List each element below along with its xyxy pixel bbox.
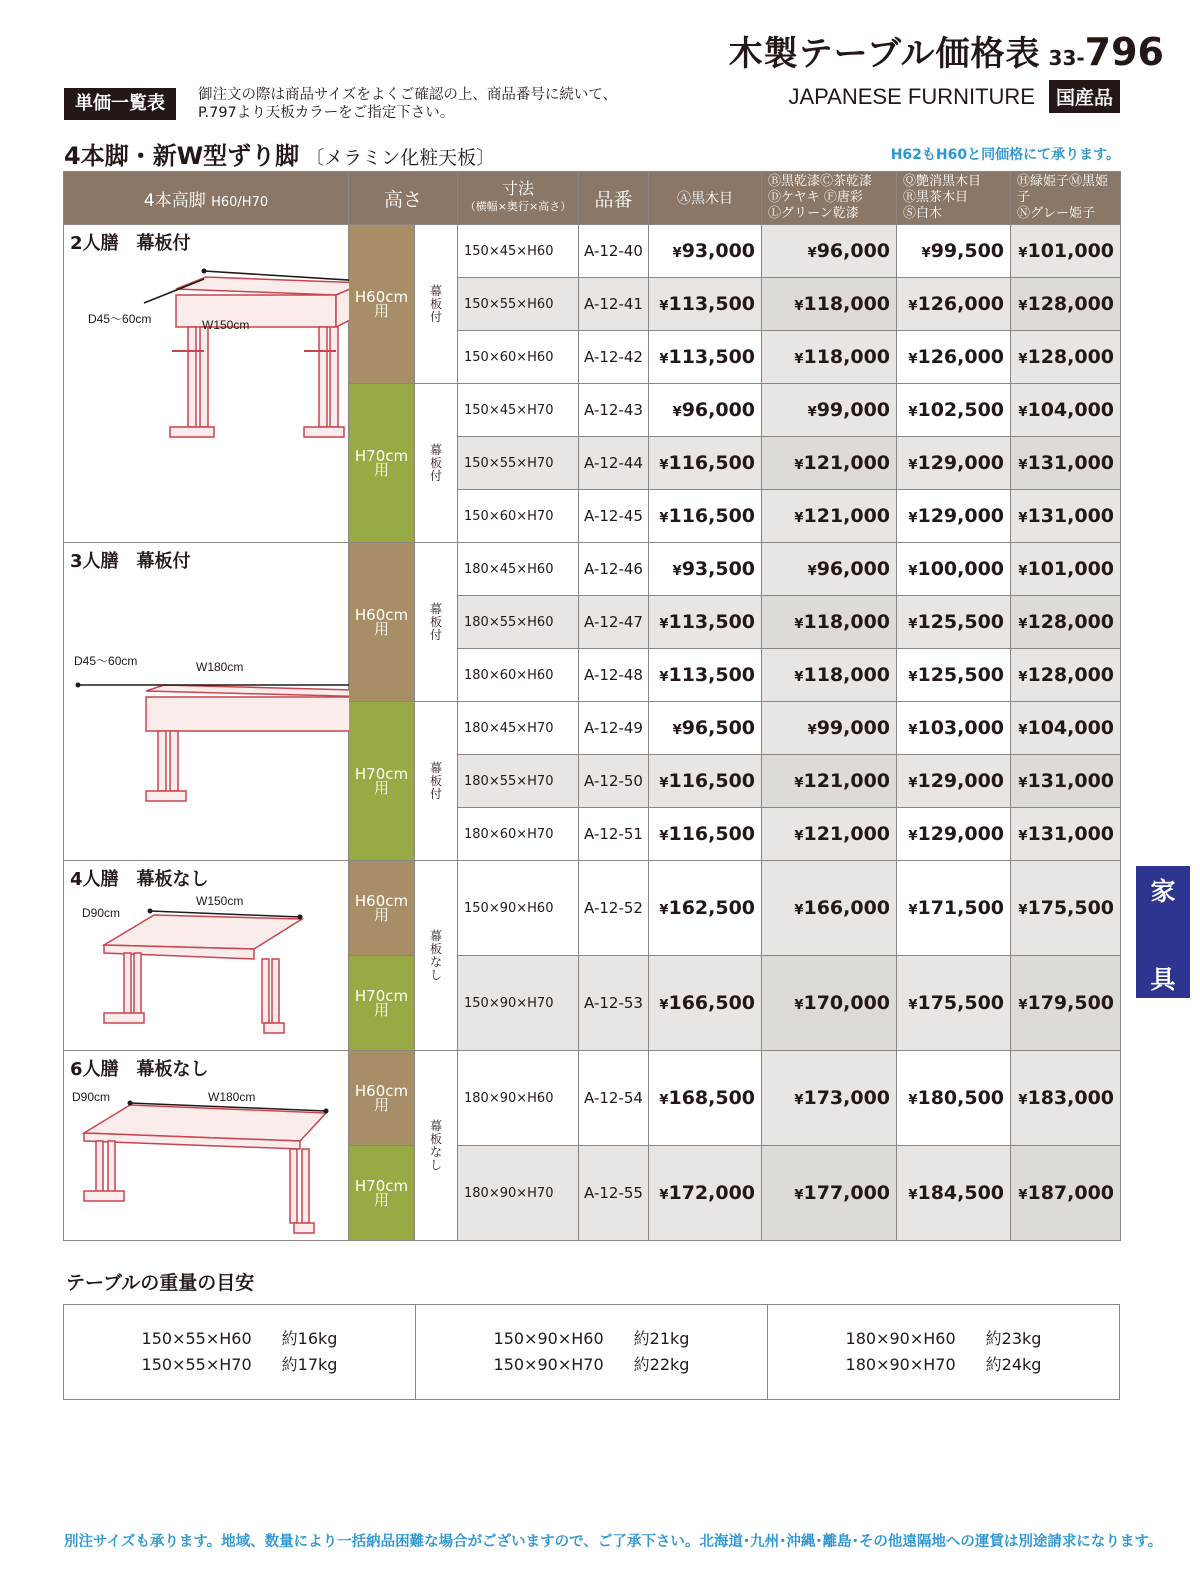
product-code: A-12-54 [579, 1051, 649, 1146]
price-h: ¥128,000 [1011, 331, 1121, 384]
price-b: ¥177,000 [762, 1146, 897, 1241]
price-h: ¥128,000 [1011, 649, 1121, 702]
price-h: ¥104,000 [1011, 702, 1121, 755]
size-cell: 150×90×H70 [458, 956, 579, 1051]
header-col-a: Ⓐ黒木目 [649, 172, 762, 225]
size-cell: 150×55×H70 [458, 437, 579, 490]
price-b: ¥99,000 [762, 702, 897, 755]
size-cell: 150×90×H60 [458, 861, 579, 956]
price-a: ¥172,000 [649, 1146, 762, 1241]
price-a: ¥168,500 [649, 1051, 762, 1146]
page-title [729, 26, 1164, 75]
price-list-tag: 単価一覧表 [64, 88, 176, 120]
price-q: ¥129,000 [897, 437, 1011, 490]
size-cell: 180×55×H60 [458, 596, 579, 649]
table-row [64, 1051, 1121, 1146]
price-b: ¥166,000 [762, 861, 897, 956]
weight-cell: 180×90×H60 約23kg 180×90×H70 約24kg [768, 1305, 1120, 1400]
price-a: ¥113,500 [649, 331, 762, 384]
table-row [64, 861, 1121, 956]
apron-label: 幕 板 付 [415, 543, 458, 702]
price-q: ¥99,500 [897, 225, 1011, 278]
domestic-badge: 国産品 [1049, 80, 1120, 113]
size-cell: 180×45×H60 [458, 543, 579, 596]
price-h: ¥131,000 [1011, 808, 1121, 861]
product-code: A-12-51 [579, 808, 649, 861]
price-q: ¥129,000 [897, 755, 1011, 808]
price-a: ¥116,500 [649, 808, 762, 861]
size-cell: 180×55×H70 [458, 755, 579, 808]
order-note: 御注文の際は商品サイズをよくご確認の上、商品番号に続いて、 P.797より天板カラーをご指定下さい。 [198, 87, 618, 121]
price-q: ¥103,000 [897, 702, 1011, 755]
price-b: ¥170,000 [762, 956, 897, 1051]
width-label: W180cm [196, 660, 244, 674]
width-label: W150cm [196, 894, 244, 908]
table-drawing [64, 543, 349, 843]
product-name: 6人膳 幕板なし [70, 1059, 209, 1080]
width-label: W150cm [202, 318, 250, 332]
price-a: ¥166,500 [649, 956, 762, 1051]
size-cell: 180×90×H60 [458, 1051, 579, 1146]
price-b: ¥121,000 [762, 490, 897, 543]
product-code: A-12-43 [579, 384, 649, 437]
depth-label: D45～60cm [74, 654, 138, 668]
price-h: ¥131,000 [1011, 755, 1121, 808]
price-table [63, 171, 1121, 1241]
price-b: ¥118,000 [762, 649, 897, 702]
catalog-title: 木製テーブル価格表 [728, 34, 1041, 74]
price-h: ¥131,000 [1011, 437, 1121, 490]
product-code: A-12-42 [579, 331, 649, 384]
table-header [64, 172, 1121, 225]
subtitle: JAPANESE FURNITURE [788, 83, 1035, 109]
section-title: 4本脚・新W型ずり脚 〔メラミン化粧天板〕 [64, 142, 496, 170]
height-badge: H70cm 用 [349, 1146, 415, 1241]
header-code: 品番 [579, 172, 649, 225]
product-name: 4人膳 幕板なし [70, 869, 209, 890]
product-code: A-12-47 [579, 596, 649, 649]
product-code: A-12-49 [579, 702, 649, 755]
size-cell: 150×60×H70 [458, 490, 579, 543]
price-b: ¥118,000 [762, 331, 897, 384]
table-row [64, 543, 1121, 596]
footer-note: 別注サイズも承ります。地域、数量により一括納品困難な場合がございますので、ご了承下さい。北海道･九州･沖縄･離島･その他遠隔地への運賃は別途請求になります。 [64, 1534, 1163, 1550]
price-h: ¥179,500 [1011, 956, 1121, 1051]
product-code: A-12-55 [579, 1146, 649, 1241]
price-q: ¥100,000 [897, 543, 1011, 596]
size-cell: 150×45×H70 [458, 384, 579, 437]
apron-label: 幕 板 な し [415, 1051, 458, 1241]
size-cell: 150×45×H60 [458, 225, 579, 278]
depth-label: D45～60cm [88, 312, 152, 326]
price-a: ¥113,500 [649, 649, 762, 702]
header-size: 寸法 （横幅×奥行×高さ） [458, 172, 579, 225]
price-a: ¥93,000 [649, 225, 762, 278]
width-label: W180cm [208, 1090, 256, 1104]
header-col-q: Ⓠ艶消黒木目 Ⓡ黒茶木目 Ⓢ白木 [897, 172, 1011, 225]
product-code: A-12-46 [579, 543, 649, 596]
price-a: ¥96,500 [649, 702, 762, 755]
price-q: ¥175,500 [897, 956, 1011, 1051]
product-code: A-12-52 [579, 861, 649, 956]
weight-cell: 150×55×H60 約16kg 150×55×H70 約17kg [64, 1305, 416, 1400]
product-code: A-12-44 [579, 437, 649, 490]
price-q: ¥125,500 [897, 596, 1011, 649]
price-h: ¥128,000 [1011, 278, 1121, 331]
apron-label: 幕 板 付 [415, 384, 458, 543]
size-cell: 180×45×H70 [458, 702, 579, 755]
size-cell: 150×60×H60 [458, 331, 579, 384]
price-h: ¥187,000 [1011, 1146, 1121, 1241]
price-q: ¥184,500 [897, 1146, 1011, 1241]
height-badge: H60cm 用 [349, 543, 415, 702]
size-cell: 180×90×H70 [458, 1146, 579, 1241]
table-row [64, 225, 1121, 278]
price-q: ¥129,000 [897, 808, 1011, 861]
height-badge: H70cm 用 [349, 384, 415, 543]
furniture-side-tab: 家 具 [1136, 866, 1190, 998]
product-code: A-12-48 [579, 649, 649, 702]
price-q: ¥180,500 [897, 1051, 1011, 1146]
apron-label: 幕 板 付 [415, 702, 458, 861]
price-h: ¥175,500 [1011, 861, 1121, 956]
page-prefix: 33- [1048, 46, 1085, 70]
apron-label: 幕 板 付 [415, 225, 458, 384]
product-code: A-12-50 [579, 755, 649, 808]
product-name: 2人膳 幕板付 [70, 233, 191, 254]
height-badge: H60cm 用 [349, 861, 415, 956]
price-body [64, 225, 1121, 1241]
height-badge: H70cm 用 [349, 956, 415, 1051]
product-name: 3人膳 幕板付 [70, 551, 191, 572]
price-q: ¥102,500 [897, 384, 1011, 437]
same-price-note: H62もH60と同価格にて承ります。 [890, 147, 1120, 163]
price-a: ¥113,500 [649, 596, 762, 649]
price-a: ¥116,500 [649, 755, 762, 808]
price-b: ¥96,000 [762, 543, 897, 596]
depth-label: D90cm [82, 906, 121, 920]
header-col-b: Ⓑ黒乾漆Ⓒ茶乾漆 Ⓓケヤキ Ⓕ唐彩 Ⓛグリーン乾漆 [762, 172, 897, 225]
price-h: ¥104,000 [1011, 384, 1121, 437]
header-height: 高さ [349, 172, 458, 225]
price-h: ¥183,000 [1011, 1051, 1121, 1146]
price-b: ¥118,000 [762, 596, 897, 649]
depth-label: D90cm [72, 1090, 111, 1104]
price-b: ¥121,000 [762, 755, 897, 808]
apron-label: 幕 板 な し [415, 861, 458, 1051]
price-b: ¥121,000 [762, 808, 897, 861]
weight-cell: 150×90×H60 約21kg 150×90×H70 約22kg [416, 1305, 768, 1400]
price-a: ¥162,500 [649, 861, 762, 956]
price-q: ¥126,000 [897, 278, 1011, 331]
price-q: ¥125,500 [897, 649, 1011, 702]
header-main: 4本高脚 H60/H70 [64, 172, 349, 225]
product-code: A-12-53 [579, 956, 649, 1051]
price-h: ¥101,000 [1011, 225, 1121, 278]
height-badge: H60cm 用 [349, 225, 415, 384]
price-q: ¥129,000 [897, 490, 1011, 543]
table-drawing [64, 225, 349, 525]
size-cell: 180×60×H60 [458, 649, 579, 702]
price-b: ¥99,000 [762, 384, 897, 437]
product-cell [64, 543, 349, 861]
price-h: ¥101,000 [1011, 543, 1121, 596]
page-number: 796 [1084, 30, 1164, 74]
price-q: ¥126,000 [897, 331, 1011, 384]
price-a: ¥93,500 [649, 543, 762, 596]
product-cell [64, 1051, 349, 1241]
height-badge: H70cm 用 [349, 702, 415, 861]
height-badge: H60cm 用 [349, 1051, 415, 1146]
size-cell: 150×55×H60 [458, 278, 579, 331]
product-cell [64, 861, 349, 1051]
product-cell [64, 225, 349, 543]
weight-title: テーブルの重量の目安 [66, 1272, 255, 1294]
price-h: ¥131,000 [1011, 490, 1121, 543]
price-a: ¥113,500 [649, 278, 762, 331]
product-code: A-12-41 [579, 278, 649, 331]
subtitle-row [788, 80, 1120, 113]
product-code: A-12-40 [579, 225, 649, 278]
price-a: ¥116,500 [649, 437, 762, 490]
price-q: ¥171,500 [897, 861, 1011, 956]
price-b: ¥173,000 [762, 1051, 897, 1146]
price-b: ¥118,000 [762, 278, 897, 331]
price-a: ¥96,000 [649, 384, 762, 437]
size-cell: 180×60×H70 [458, 808, 579, 861]
price-b: ¥96,000 [762, 225, 897, 278]
header-col-h: Ⓗ緑姫子Ⓜ黒姫子 Ⓝグレー姫子 [1011, 172, 1121, 225]
price-b: ¥121,000 [762, 437, 897, 490]
weight-table [63, 1304, 1120, 1400]
price-h: ¥128,000 [1011, 596, 1121, 649]
product-code: A-12-45 [579, 490, 649, 543]
price-a: ¥116,500 [649, 490, 762, 543]
